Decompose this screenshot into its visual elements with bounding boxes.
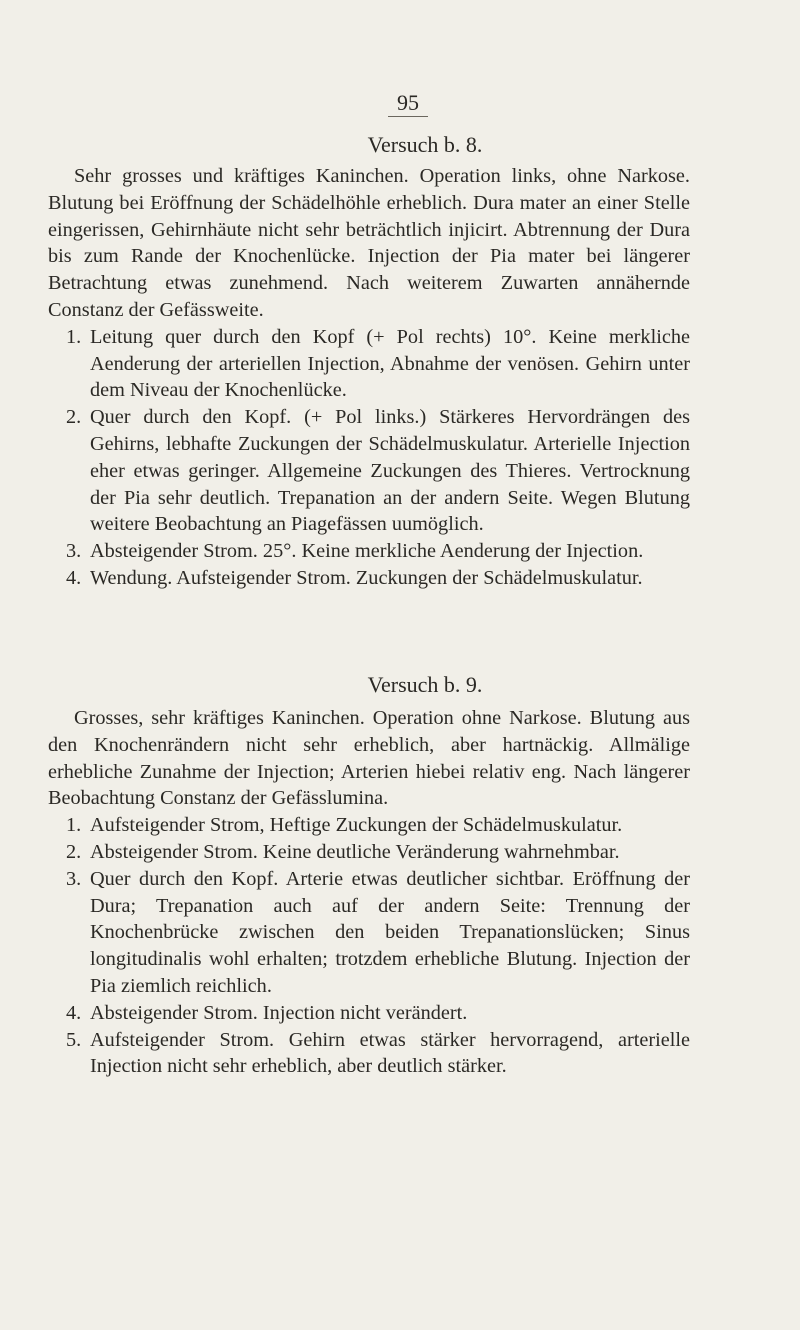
observation-item [48,839,690,866]
item-number: 1. [66,325,82,348]
observation-list [48,812,690,1080]
item-text: Absteigender Strom. Keine deutliche Veränderung wahrnehmbar. [90,840,620,863]
observation-item [48,1027,690,1081]
item-number: 4. [66,1001,82,1024]
section-intro-paragraph: Grosses, sehr kräftiges Kaninchen. Operation ohne Narkose. Blutung aus den Knochenrändern nicht sehr erheblich, aber hartnäckig. Allmälige erhebliche Zunahme der Injection; Arterien hiebei relativ eng. Nach längerer Beobachtung Constanz der Gefässlumina. [48,707,690,810]
item-number: 5. [66,1028,82,1051]
item-text: Quer durch den Kopf. Arterie etwas deutlicher sichtbar. Eröffnung der Dura; Trepanation auch auf der andern Seite: Trennung der Knochenbrücke zwischen den beiden Trepanationslücken; Sinus longitudinalis wohl erhalten; trotzdem erhebliche Blutung. Injection der Pia ziemlich reichlich. [90,867,690,997]
item-number: 3. [66,867,82,890]
observation-item [48,1000,690,1027]
item-text: Aufsteigender Strom. Gehirn etwas stärker hervorragend, arterielle Injection nicht sehr erheblich, aber deutlich stärker. [90,1028,690,1078]
item-number: 3. [66,540,82,563]
item-text: Leitung quer durch den Kopf (+ Pol rechts) 10°. Keine merkliche Aenderung der arteriellen Injection, Abnahme der venösen. Gehirn unter dem Niveau der Knochenlücke. [90,325,690,402]
page-number: 95 [388,90,428,117]
observation-item [48,565,690,592]
section-intro-paragraph: Sehr grosses und kräftiges Kaninchen. Operation links, ohne Narkose. Blutung bei Eröffnung der Schädelhöhle erheblich. Dura mater an einer Stelle eingerissen, Gehirnhäute nicht sehr beträchtlich injicirt. Abtrennung der Dura bis zum Rande der Knochenlücke. Injection der Pia mater bei längerer Betrachtung etwas zunehmend. Nach weiterem Zuwarten annähernde Constanz der Gefässweite. [48,165,690,321]
section-title-versuch-b9: Versuch b. 9. [367,672,483,697]
item-text: Absteigender Strom. Injection nicht verändert. [90,1001,468,1024]
item-text: Wendung. Aufsteigender Strom. Zuckungen der Schädelmuskulatur. [90,566,643,589]
item-text: Quer durch den Kopf. (+ Pol links.) Stärkeres Hervordrängen des Gehirns, lebhafte Zuckungen der Schädelmuskulatur. Arterielle Injection eher etwas geringer. Allgemeine Zuckungen des Thieres. Vertrocknung der Pia sehr deutlich. Trepanation an der andern Seite. Wegen Blutung weitere Beobachtung an Piagefässen uumöglich. [90,406,690,536]
observation-list [48,324,690,592]
observation-item [48,538,690,565]
observation-item [48,324,690,404]
section-versuch-b8 [48,163,690,592]
observation-item [48,866,690,1000]
item-number: 4. [66,566,82,589]
item-text: Absteigender Strom. 25°. Keine merkliche Aenderung der Injection. [90,540,644,563]
item-text: Aufsteigender Strom, Heftige Zuckungen der Schädelmuskulatur. [90,814,623,837]
item-number: 2. [66,406,82,429]
section-versuch-b9 [48,705,690,1080]
section-title-versuch-b8: Versuch b. 8. [367,132,483,157]
item-number: 2. [66,840,82,863]
item-number: 1. [66,814,82,837]
observation-item [48,404,690,538]
observation-item [48,812,690,839]
